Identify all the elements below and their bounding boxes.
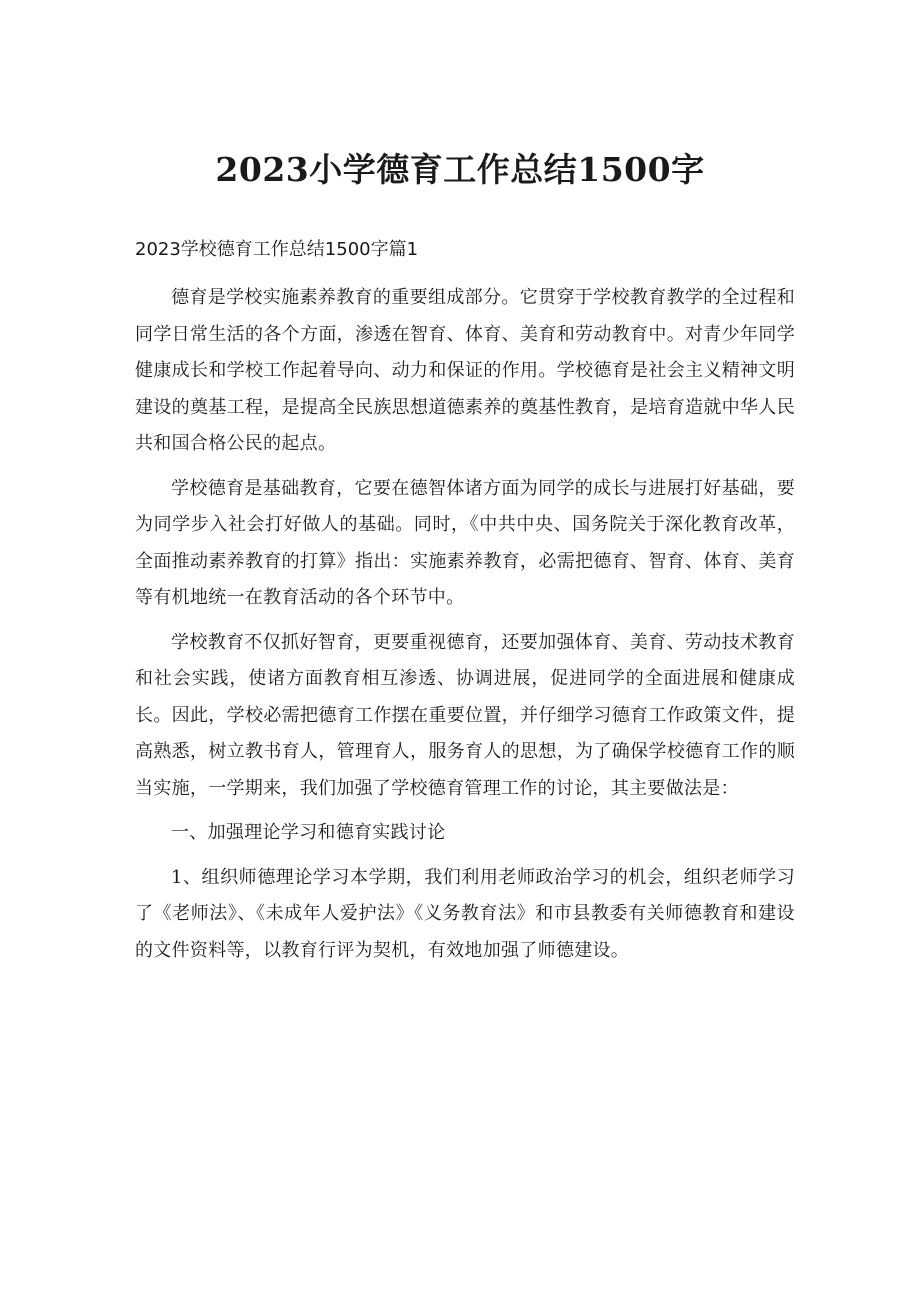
paragraph-intro: 德育是学校实施素养教育的重要组成部分。它贯穿于学校教育教学的全过程和同学日常生活的各个方面，渗透在智育、体育、美育和劳动教育中。对青少年同学健康成长和学校工作起着导向、动力和保证的作用。学校德育是社会主义精神文明建设的奠基工程，是提高全民族思想道德素养的奠基性教育，是培育造就中华人民共和国合格公民的起点。: [135, 287, 795, 454]
paragraph-school-education: 学校教育不仅抓好智育，更要重视德育，还要加强体育、美育、劳动技术教育和社会实践，使诸方面教育相互渗透、协调进展，促进同学的全面进展和健康成长。因此，学校必需把德育工作摆在重要位置，并仔细学习德育工作政策文件，提高熟悉，树立教书育人，管理育人，服务育人的思想，为了确保学校德育工作的顺当实施，一学期来，我们加强了学校德育管理工作的讨论，其主要做法是：: [135, 631, 795, 799]
paragraph-theory-study: 1、组织师德理论学习本学期，我们利用老师政治学习的机会，组织老师学习了《老师法》、《未成年人爱护法》《义务教育法》和市县教委有关师德教育和建设的文件资料等，以教育行评为契机，有效地加强了师德建设。: [135, 866, 795, 961]
section-heading: 一、加强理论学习和德育实践讨论: [171, 822, 446, 843]
document-subtitle: 2023学校德育工作总结1500字篇1: [135, 239, 419, 260]
document-title: 2023小学德育工作总结1500字: [215, 150, 705, 189]
paragraph-basic-education: 学校德育是基础教育，它要在德智体诸方面为同学的成长与进展打好基础，要为同学步入社会打好做人的基础。同时，《中共中央、国务院关于深化教育改革，全面推动素养教育的打算》指出：实施素养教育，必需把德育、智育、体育、美育等有机地统一在教育活动的各个环节中。: [135, 477, 795, 608]
document-body: [135, 280, 795, 969]
